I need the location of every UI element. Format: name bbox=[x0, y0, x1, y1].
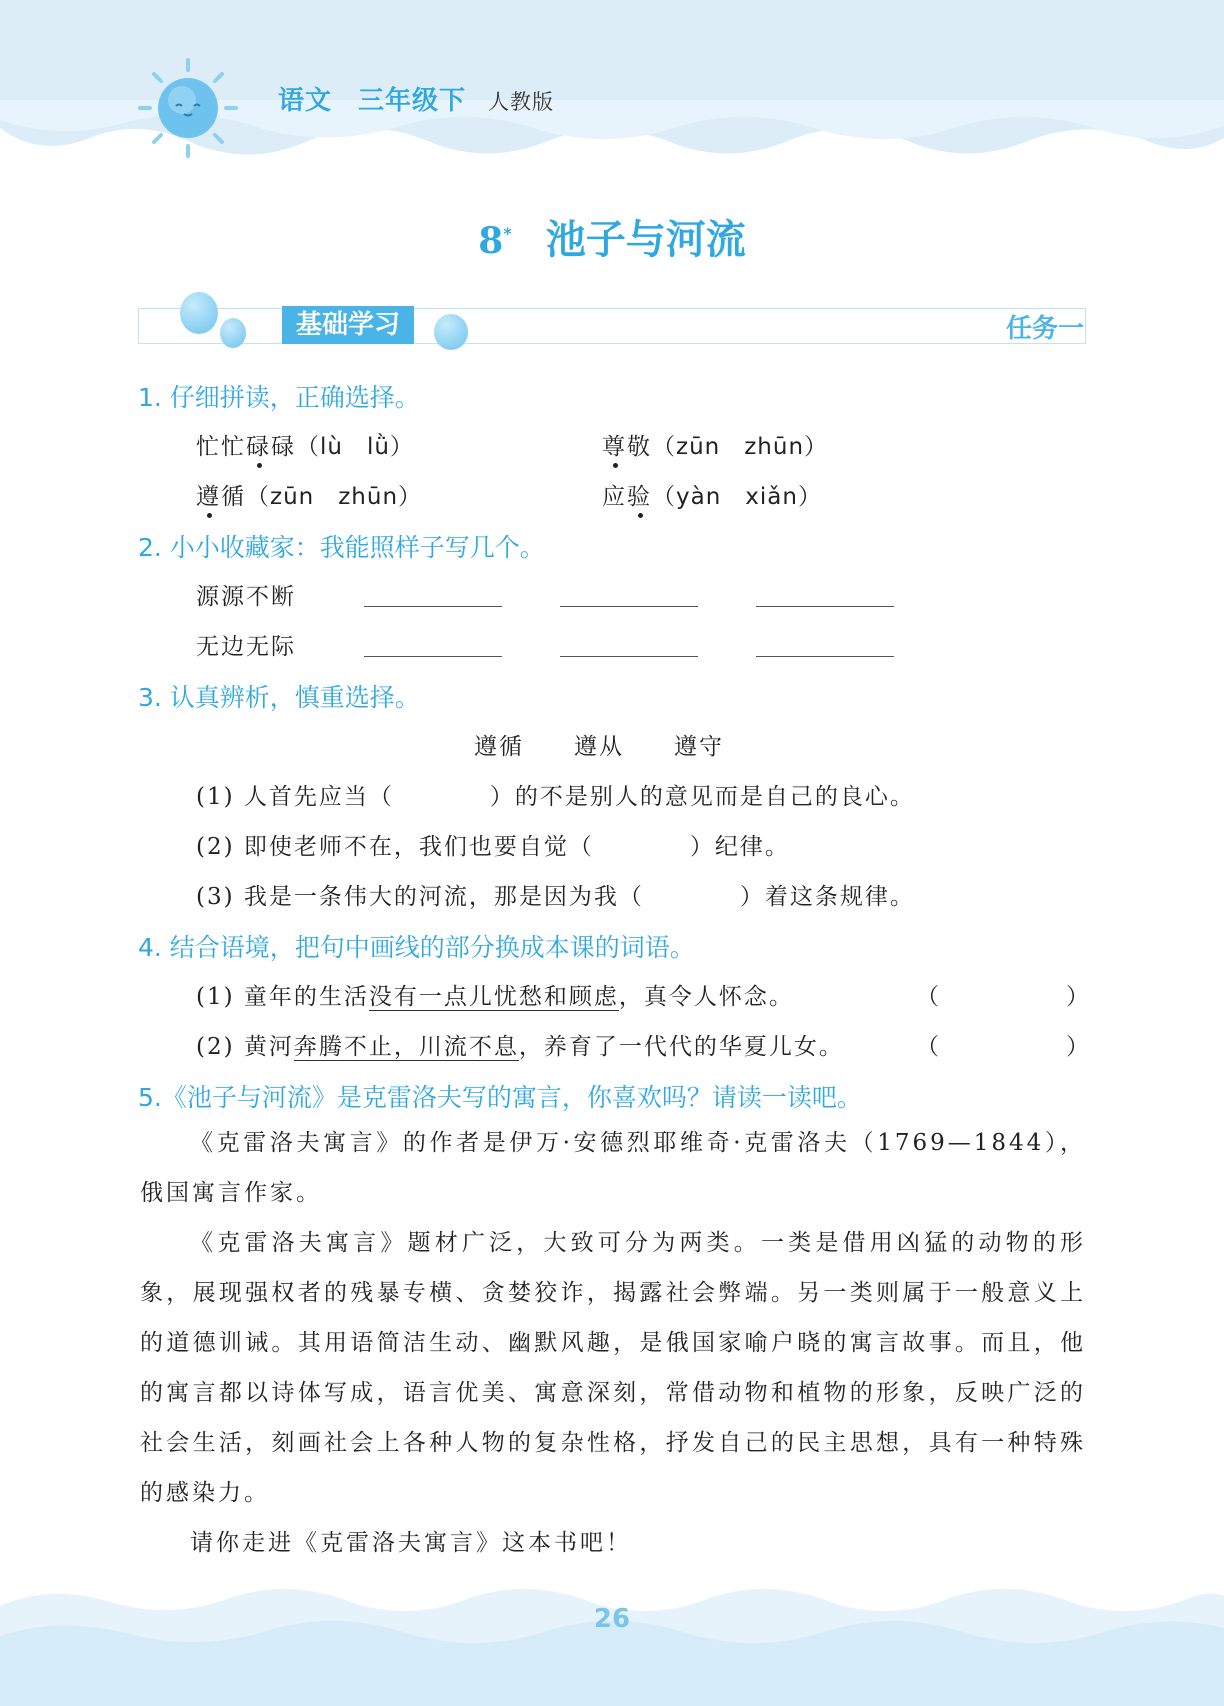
q3-item-1: (1) 人首先应当（ ）的不是别人的意见而是自己的良心。 bbox=[196, 784, 915, 810]
q3-item-2: (2) 即使老师不在，我们也要自觉（ ）纪律。 bbox=[196, 834, 790, 860]
question-2-heading: 2. 小小收藏家：我能照样子写几个。 bbox=[138, 533, 545, 562]
q1-item-1: 忙忙碌碌（lù lǜ） bbox=[196, 434, 414, 460]
q4-answer-paren-1[interactable]: （ ） bbox=[916, 984, 1091, 1010]
reading-paragraph-1: 《克雷洛夫寓言》的作者是伊万·安德烈耶维奇·克雷洛夫（1769—1844），俄国寓言作家。 bbox=[140, 1130, 1086, 1206]
q1-item-3: 遵循（zūn zhūn） bbox=[196, 484, 423, 510]
dotted-char: 验 bbox=[627, 484, 652, 510]
header-title bbox=[278, 80, 554, 117]
balloon-icon bbox=[220, 318, 246, 348]
pinyin-choices: （yàn xiǎn） bbox=[652, 484, 822, 510]
balloon-icon bbox=[434, 314, 468, 350]
question-3-heading: 3. 认真辨析，慎重选择。 bbox=[138, 683, 420, 712]
page-number: 26 bbox=[593, 1604, 631, 1634]
edition-label: 人教版 bbox=[488, 90, 555, 114]
q3-word-options: 遵循 遵从 遵守 bbox=[474, 734, 724, 760]
answer-blank[interactable] bbox=[756, 656, 894, 657]
task-label: 任务一 bbox=[1005, 314, 1084, 344]
answer-blank[interactable] bbox=[756, 606, 894, 607]
underlined-phrase: 奔腾不止，川流不息 bbox=[293, 1034, 519, 1060]
reading-paragraph-2: 《克雷洛夫寓言》题材广泛，大致可分为两类。一类是借用凶猛的动物的形象，展现强权者的残暴专横、贪婪狡诈，揭露社会弊端。另一类则属于一般意义上的道德训诫。其用语简洁生动、幽默风趣，是俄国家喻户晓的寓言故事。而且，他的寓言都以诗体写成，语言优美、寓意深刻，常借动物和植物的形象，反映广泛的社会生活，刻画社会上各种人物的复杂性格，抒发自己的民主思想，具有一种特殊的感染力。 bbox=[140, 1230, 1086, 1506]
pinyin-choices: （lù lǜ） bbox=[296, 434, 414, 460]
answer-blank[interactable] bbox=[560, 656, 698, 657]
question-4-heading: 4. 结合语境，把句中画线的部分换成本课的词语。 bbox=[138, 933, 695, 962]
sun-icon bbox=[138, 58, 238, 158]
lesson-title-text: 池子与河流 bbox=[545, 217, 746, 263]
grade-label: 三年级下 bbox=[358, 86, 467, 116]
question-5-heading: 5.《池子与河流》是克雷洛夫写的寓言，你喜欢吗？请读一读吧。 bbox=[138, 1083, 862, 1112]
lesson-title bbox=[0, 208, 1224, 265]
dotted-char: 碌 bbox=[246, 434, 271, 460]
lesson-star: * bbox=[503, 223, 512, 243]
q2-example-1: 源源不断 bbox=[196, 584, 296, 610]
reading-paragraph-3: 请你走进《克雷洛夫寓言》这本书吧！ bbox=[190, 1530, 632, 1556]
q1-item-4: 应验（yàn xiǎn） bbox=[602, 484, 822, 510]
balloon-icon bbox=[180, 292, 218, 334]
lesson-number: 8 bbox=[478, 220, 504, 262]
question-1-heading: 1. 仔细拼读，正确选择。 bbox=[138, 383, 420, 412]
answer-blank[interactable] bbox=[364, 656, 502, 657]
q4-answer-paren-2[interactable]: （ ） bbox=[916, 1034, 1091, 1060]
q4-item-1: (1) 童年的生活没有一点儿忧愁和顾虑，真令人怀念。 bbox=[196, 984, 794, 1010]
dotted-char: 遵 bbox=[196, 484, 221, 510]
q3-item-3: (3) 我是一条伟大的河流，那是因为我（ ）着这条规律。 bbox=[196, 884, 915, 910]
answer-blank[interactable] bbox=[364, 606, 502, 607]
subject-label: 语文 bbox=[278, 86, 333, 116]
q4-item-2: (2) 黄河奔腾不止，川流不息，养育了一代代的华夏儿女。 bbox=[196, 1034, 844, 1060]
pinyin-choices: （zūn zhūn） bbox=[652, 434, 829, 460]
section-bar bbox=[138, 308, 1086, 344]
underlined-phrase: 没有一点儿忧愁和顾虑 bbox=[368, 984, 619, 1010]
q2-example-2: 无边无际 bbox=[196, 634, 296, 660]
footer-background bbox=[0, 1576, 1224, 1706]
q1-item-2: 尊敬（zūn zhūn） bbox=[602, 434, 829, 460]
pinyin-choices: （zūn zhūn） bbox=[246, 484, 423, 510]
dotted-char: 尊 bbox=[602, 434, 627, 460]
answer-blank[interactable] bbox=[560, 606, 698, 607]
section-label: 基础学习 bbox=[282, 306, 414, 344]
